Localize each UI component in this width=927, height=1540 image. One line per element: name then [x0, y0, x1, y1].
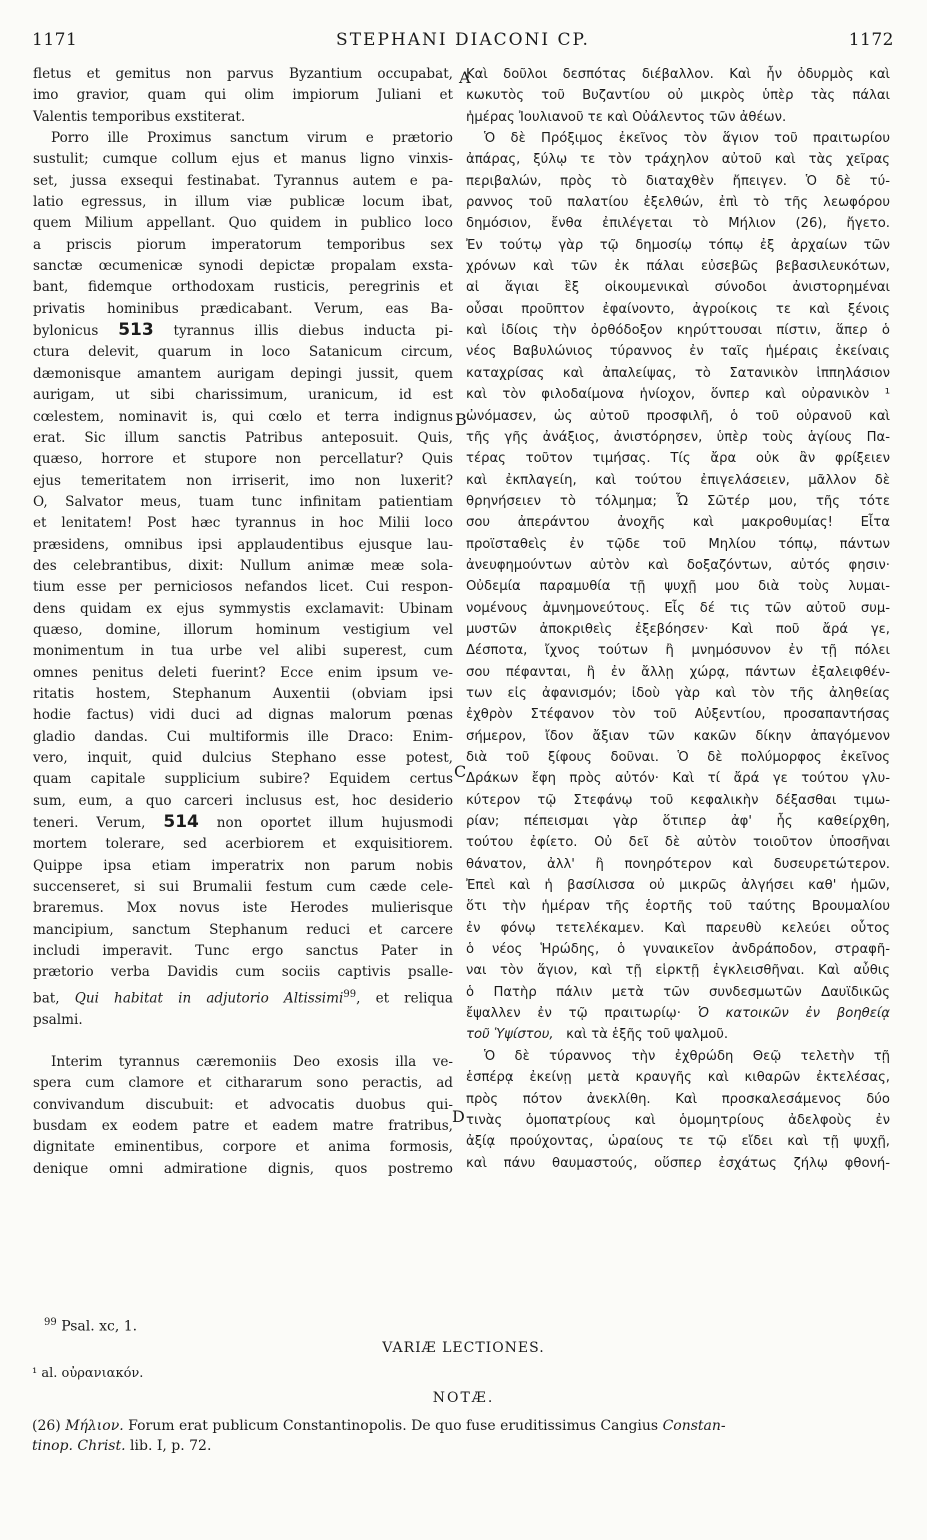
latin-line: latio egressus, in illum viæ publicæ locum ibat, — [33, 194, 453, 211]
latin-line: cœlestem, nominavit is, qui cœlo et terra indignus — [33, 408, 453, 425]
column-number-514: 514 — [163, 812, 199, 833]
note-citation: Constan- — [662, 1418, 726, 1434]
latin-line: set, jussa exsequi festinabat. Tyrannus autem e pa- — [33, 172, 453, 189]
greek-line: ὅτι τὴν ἡμέραν τῆς ἑορτῆς τοῦ ταύτης Βρουμαλίου — [466, 899, 890, 915]
latin-line: a priscis piorum imperatorum temporibus sex — [33, 236, 453, 253]
latin-column — [33, 64, 453, 1180]
psalm-quote: Qui habitat in adjutorio Altissimi — [74, 990, 344, 1007]
greek-line: περιβαλών, πρὸς τὸ διαταχθὲν ἤπειγεν. Ὁ δὲ τύ- — [466, 173, 890, 189]
latin-line: quæso, horrore et stupore non percellatur? Quis — [33, 451, 453, 468]
latin-line: denique omni admiratione dignis, quos postremo — [33, 1160, 453, 1177]
latin-line: privatis hominibus prædicabant. Verum, eas Ba- — [33, 300, 453, 317]
greek-line: ὁ Πατὴρ πάλιν μετὰ τῶν συνδεσμωτῶν Δαυϊδικῶς — [466, 984, 890, 1000]
latin-line: sum, eum, a quo carceri inclusus est, hoc desiderio — [33, 792, 453, 809]
latin-line: Valentis temporibus exstiterat. — [33, 108, 246, 125]
greek-line: τούτου ἐφίετο. Οὐ δεῖ δὲ αὐτὸν τοιοῦτον ὑποσῆναι — [466, 835, 890, 851]
latin-line: mortem tolerare, sed acerbiorem et exquisitiorem. — [33, 836, 453, 853]
latin-line: quem Milium appellant. Quo quidem in publico loco — [33, 215, 453, 232]
latin-line — [33, 984, 453, 1010]
greek-line: κωκυτὸς τοῦ Βυζαντίου οὐ μικρὸς ὑπὲρ τὰς πάλαι — [466, 88, 890, 104]
greek-line: ὠνόμασεν, ὡς αὐτοῦ προσφιλῆ, ὁ τοῦ οὐρανοῦ καὶ — [466, 408, 890, 424]
column-number-513: 513 — [118, 320, 154, 341]
note-26 — [32, 1416, 892, 1456]
note-number: (26) — [32, 1418, 61, 1434]
greek-line: τῆς γῆς ἀνάξιος, ἀνιστόρησεν, ὑπὲρ τοὺς ἁγίους Πα- — [466, 429, 890, 445]
greek-word: καὶ τὰ ἑξῆς τοῦ ψαλμοῦ. — [566, 1027, 729, 1043]
greek-line: μυστῶν ἀποκριθεὶς ἐξεβόησεν· Καὶ ποῦ ἄρά γε, — [466, 621, 890, 637]
latin-line: præsidens, omnibus ipsi applaudentibus ejusque lau- — [33, 536, 453, 553]
greek-line: καὶ ἐκπλαγείη, καὶ τούτου ἐπιγελάσειεν, μᾶλλον δὲ — [466, 472, 890, 488]
latin-line: mancipium, sanctum Stephanum reduci et carcere — [33, 921, 453, 938]
latin-line: braremus. Mox novus iste Herodes mulierisque — [33, 900, 453, 917]
latin-line — [33, 320, 453, 342]
latin-line: convivandum discubuit: et advocatis duobus qui- — [33, 1096, 453, 1113]
latin-line: fletus et gemitus non parvus Byzantium occupabat, — [33, 66, 453, 82]
latin-line: Quippe ipsa etiam imperatrix non parum nobis — [33, 857, 453, 874]
greek-paragraph-2 — [466, 128, 890, 1046]
greek-line: θρηνήσειεν τὸ τόλμημα; Ὦ Σῶτέρ μου, τῆς τότε — [466, 493, 890, 509]
latin-line: sanctæ œcumenicæ synodi depictæ propalam exsta- — [33, 258, 453, 275]
greek-line: Δράκων ἔφη πρὸς αὐτόν· Καὶ τί ἄρά γε τούτου γλυ- — [466, 771, 890, 787]
greek-line: καταχρίσας καὶ ἀπαλείψας, τὸ Σατανικὸν ἱππηλάσιον — [466, 365, 890, 381]
greek-line: Ὁ δὲ Πρόξιμος ἐκεῖνος τὸν ἅγιον τοῦ πραιτωρίου — [484, 131, 890, 147]
latin-line: dæmonisque amantem aurigam depingi jussit, quem — [33, 365, 453, 382]
latin-line: et lenitatem! Post hæc tyrannus in hoc Milii loco — [33, 515, 453, 532]
note-text: lib. I, p. 72. — [130, 1438, 212, 1454]
greek-line: καὶ τὸν φιλοδαίμονα ἡνίοχον, ὅνπερ καὶ οὐρανικὸν ¹ — [466, 387, 890, 403]
greek-line: πρὸς πότον ἀνεκλίθη. Καὶ προσκαλεσάμενος δύο — [466, 1091, 890, 1107]
greek-line: οὖσαι προῦπτον ἐφαίνοντο, ἀγροίκοις τε καὶ ξένοις — [466, 301, 890, 317]
greek-line: σου ἀπεράντου ἀνοχῆς καὶ μακροθυμίας! Εἶτα — [466, 515, 890, 531]
latin-line: psalmi. — [33, 1011, 83, 1028]
latin-line: omnes penitus deleti fuerint? Ecce enim ipsum ve- — [33, 664, 453, 681]
greek-line: νομένους ἀμνημονεύτους. Εἷς δέ τις τῶν αὐτοῦ συμ- — [466, 600, 890, 616]
page-number-right: 1172 — [848, 30, 894, 50]
greek-line: τέρας τοῦτον τιμήσας. Τίς ἄρα οὐκ ἂν φρίξειεν — [466, 451, 890, 467]
page-header — [32, 30, 894, 54]
greek-line: Ὁ δὲ τύραννος τὴν ἐχθρώδη Θεῷ τελετὴν τῇ — [484, 1048, 890, 1064]
greek-line: καὶ ἰδίοις τὴν ὀρθόδοξον κηρύττουσαι πίστιν, ἅπερ ὁ — [466, 323, 890, 339]
latin-line: ctura delevit, quarum in loco Satanicum circum, — [33, 344, 453, 361]
greek-line: αἱ ἅγιαι ἓξ οἰκουμενικαὶ σύνοδοι ἀνιστορημέναι — [466, 280, 890, 296]
margin-marker-c: C — [454, 762, 467, 781]
latin-line: Interim tyrannus cæremoniis Deo exosis illa ve- — [51, 1054, 453, 1070]
latin-word: bylonicus — [33, 323, 99, 340]
greek-line: Οὐδεμία παραμυθία τῇ ψυχῇ μου διὰ τοὺς λυμαι- — [466, 579, 890, 595]
latin-line: busdam ex eodem patre et eadem matre fratribus, — [33, 1118, 453, 1135]
latin-line: ejus temeritatem non irriserit, imo non luxerit? — [33, 472, 453, 489]
latin-word: bat, — [33, 990, 60, 1007]
latin-line: dens quidam ex ejus symmystis exclamavit: Ubinam — [33, 600, 453, 617]
latin-word: non oportet illum hujusmodi — [216, 815, 453, 832]
greek-line: Δέσποτα, ἴχνος τούτων ἢ μνημόσυνον ἐν τῇ πόλει — [466, 643, 890, 659]
greek-paragraph-3 — [466, 1046, 890, 1174]
note-citation: tinop. Christ. — [32, 1438, 126, 1454]
footnote-number: 99 — [44, 1317, 57, 1328]
greek-line: θάνατον, ἀλλ' ἢ πονηρότερον καὶ δυσευρετώτερον. — [466, 856, 890, 872]
latin-line: aurigam, ut sibi charissimum, uranicum, id est — [33, 387, 453, 404]
latin-line: imo gravior, quam qui olim impiorum Juliani et — [33, 87, 453, 104]
greek-line: ἑσπέρᾳ ἐκείνῃ μετὰ κραυγῆς καὶ κιθαρῶν ἐκτελέσας, — [466, 1070, 890, 1086]
greek-paragraph-1 — [466, 64, 890, 128]
page-number-left: 1171 — [32, 30, 78, 50]
greek-line: τινὰς ὁμοπατρίους καὶ ὁμομητρίους ἀδελφοὺς ἐν — [466, 1112, 890, 1128]
greek-line: ρίαν; πέπεισμαι γὰρ ὅτιπερ ἀφ' ἧς καθείρχθη, — [466, 814, 890, 830]
greek-line: ναι τὸν ἅγιον, καὶ τῇ εἱρκτῇ ἐγκλεισθῆναι. Καὶ αὖθις — [466, 963, 890, 979]
latin-line: quam capitale supplicium subire? Equidem certus — [33, 771, 453, 788]
greek-line: Καὶ δοῦλοι δεσπότας διέβαλλον. Καὶ ἦν ὀδυρμὸς καὶ — [466, 67, 890, 82]
notae-heading: NOTÆ. — [432, 1390, 495, 1406]
variant-reading: ¹ al. οὐρανιακόν. — [32, 1366, 144, 1381]
latin-line: tium esse per perniciosos nefandos licet. Cui respon- — [33, 579, 453, 596]
latin-line: succenseret, si sui Brumalii festum cum cæde cele- — [33, 879, 453, 896]
greek-line: προϊσταθεὶς ἐν τῷδε τοῦ Μηλίου τόπῳ, πάντων — [466, 536, 890, 552]
latin-line: bant, fidemque orthodoxam rusticis, peregrinis et — [33, 279, 453, 296]
psalm-quote-greek: τοῦ Ὑψίστου, — [466, 1027, 554, 1043]
greek-line: νέος Βαβυλώνιος τύραννος ἐν ταῖς ἡμέραις ἐκείναις — [466, 344, 890, 360]
latin-paragraph-2 — [33, 128, 453, 1031]
greek-line: Ἐπεὶ καὶ ἡ βασίλισσα οὐ μικρῶς ἀλγήσει καθ' ἡμῶν, — [466, 878, 890, 894]
note-text: Forum erat publicum Constantinopolis. De quo fuse eruditissimus Cangius — [128, 1418, 659, 1434]
greek-line: σήμερον, ἴδον ἄξιαν τῶν κακῶν δίκην ἀπαγόμενον — [466, 728, 890, 744]
greek-line: κύτερον τῷ Στεφάνῳ τοῦ κεφαλικὴν δέξασθαι τιμω- — [466, 792, 890, 808]
greek-line — [466, 1003, 890, 1024]
latin-line: includi imperavit. Tunc ergo sanctus Pater in — [33, 943, 453, 960]
latin-line: hodie factus) vidi duci ad dignas malorum pœnas — [33, 707, 453, 724]
greek-line: διὰ τοῦ ξίφους δοῦναι. Ὁ δὲ πολύμορφος ἐκεῖνος — [466, 750, 890, 765]
greek-line: ἀξίᾳ προύχοντας, ὡραίους τε τῷ εἴδει καὶ τῇ ψυχῇ, — [466, 1134, 890, 1150]
margin-marker-a: A — [459, 68, 471, 87]
latin-paragraph-3 — [33, 1052, 453, 1180]
note-lemma: Μήλιον. — [65, 1418, 124, 1434]
footnote — [44, 1317, 137, 1335]
greek-line: ἐν φόνῳ τετελέκαμεν. Καὶ παρευθὺ κελεύει οὗτος — [466, 920, 890, 936]
latin-word: teneri. Verum, — [33, 815, 146, 832]
greek-line: ὁ νέος Ἡρώδης, ὁ γυναικεῖον ἀνδράποδον, στραφῆ- — [466, 942, 890, 958]
latin-word: tyrannus illis diebus inducta pi- — [173, 323, 453, 340]
latin-line: quæso, domine, illorum hominum vestigium vel — [33, 621, 453, 638]
greek-line: δημόσιον, ἔνθα ἐπιλέγεται τὸ Μήλιον (26), ἤγετο. — [466, 216, 890, 232]
latin-line: des celebrantibus, dixit: Nullum animæ meæ sola- — [33, 557, 453, 574]
greek-line: ἐχθρὸν Στέφανον τὸν τοῦ Αὐξεντίου, προσαπαντήσας — [466, 707, 890, 723]
greek-line — [466, 1024, 890, 1045]
latin-line: dignitate eminentibus, corpore et anima formosis, — [33, 1139, 453, 1156]
greek-line: ἀνευφημούντων αὐτὸν καὶ δοξαζόντων, αὐτός φησιν· — [466, 557, 890, 573]
greek-line: σου πέφανται, ἢ ἐν ἄλλῃ χώρᾳ, πάντων ἐξαλειφθέν- — [466, 664, 890, 680]
psalm-quote-greek: Ὁ κατοικῶν ἐν βοηθείᾳ — [697, 1006, 890, 1022]
latin-line — [33, 812, 453, 834]
latin-word: , et reliqua — [356, 990, 453, 1007]
greek-line: Ἐν τούτῳ γὰρ τῷ δημοσίῳ τόπῳ ἐξ ἀρχαίων τῶν — [466, 237, 890, 253]
greek-line: καὶ πάνυ θαυμαστούς, οὕσπερ ἐσχάτως ζήλῳ φθονή- — [466, 1155, 890, 1171]
greek-word: ἔψαλλεν ἐν τῷ πραιτωρίῳ· — [466, 1006, 681, 1022]
running-title: STEPHANI DIACONI CP. — [336, 30, 590, 50]
latin-line: prætorio verba Davidis cum sociis captivis psalle- — [33, 964, 453, 981]
footnote-text: Psal. xc, 1. — [61, 1318, 138, 1335]
greek-line: των εἰς ἀφανισμόν; ἰδοὺ γὰρ καὶ τὸν τῆς ἀληθείας — [466, 685, 890, 701]
margin-marker-d: D — [452, 1107, 465, 1126]
footnote-ref: 99 — [343, 988, 357, 1000]
latin-line: ritatis hostem, Stephanum Auxentii (obviam ipsi — [33, 685, 453, 702]
greek-line: ἀπάρας, ξύλῳ τε τὸν τράχηλον αὐτοῦ καὶ τὰς χεῖρας — [466, 152, 890, 168]
latin-line: sustulit; cumque collum ejus et manus ligno vinxis- — [33, 151, 453, 168]
greek-line: ἡμέρας Ἰουλιανοῦ τε καὶ Οὐάλεντος τῶν ἀθέων. — [466, 109, 787, 125]
margin-marker-b: B — [455, 410, 467, 429]
latin-line: Porro ille Proximus sanctum virum e prætorio — [51, 130, 453, 147]
latin-line: spera cum clamore et cithararum sono peractis, ad — [33, 1075, 453, 1092]
latin-line: O, Salvator meus, tuam tunc infinitam patientiam — [33, 493, 453, 510]
latin-paragraph-1 — [33, 64, 453, 128]
greek-column — [466, 64, 890, 1174]
latin-line: monimentum in tua urbe vel alibi superest, cum — [33, 643, 453, 660]
variae-lectiones-heading: VARIÆ LECTIONES. — [382, 1340, 545, 1356]
latin-line: gladio dandas. Cui multiformis ille Draco: Enim- — [33, 728, 453, 745]
latin-line: erat. Sic illum sanctis Patribus anteposuit. Quis, — [33, 429, 453, 446]
greek-line: χρόνων καὶ τῶν ἐκ πάλαι εὐσεβῶς βεβασιλευκότων, — [466, 259, 890, 275]
greek-line: ραννος τοῦ παλατίου ἐξελθών, ἐπὶ τὸ τῆς λεωφόρου — [466, 195, 890, 211]
latin-line: vero, inquit, quid dulcius Stephano esse potest, — [33, 750, 453, 766]
